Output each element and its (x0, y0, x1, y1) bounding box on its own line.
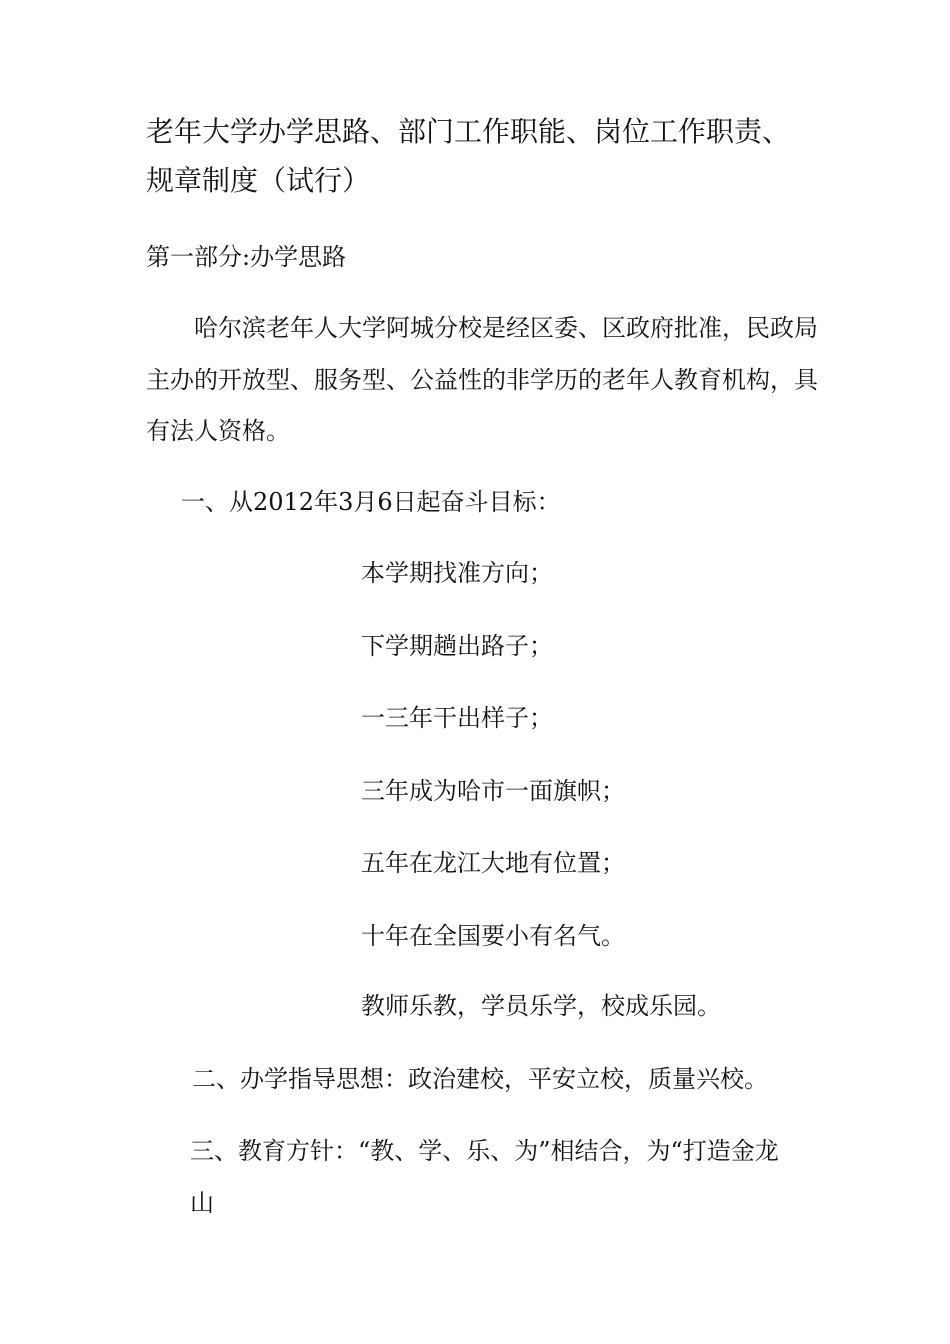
goal-item-6: 十年在全国要小有名气。 (361, 922, 625, 950)
section-3-line-1: 三、教育方针：“教、学、乐、为”相结合，为“打造金龙 (190, 1137, 779, 1165)
part-heading: 第一部分:办学思路 (146, 243, 347, 271)
intro-line-1: 哈尔滨老年人大学阿城分校是经区委、区政府批准，民政局 (194, 314, 818, 342)
goal-item-7: 教师乐教，学员乐学，校成乐园。 (361, 992, 721, 1020)
section-1-heading: 一、从2012年3月6日起奋斗目标： (181, 488, 561, 516)
goal-item-5: 五年在龙江大地有位置； (361, 849, 625, 877)
document-title-line-2: 规章制度（试行） (146, 164, 371, 197)
goal-item-1: 本学期找准方向； (361, 559, 553, 587)
section-3-line-2: 山 (190, 1189, 214, 1217)
goal-item-4: 三年成为哈市一面旗帜； (361, 777, 625, 805)
goal-item-2: 下学期趟出路子； (361, 632, 553, 660)
intro-line-3: 有法人资格。 (146, 417, 290, 445)
section-2-text: 二、办学指导思想：政治建校，平安立校，质量兴校。 (192, 1065, 768, 1093)
document-title-line-1: 老年大学办学思路、部门工作职能、岗位工作职责、 (146, 115, 791, 148)
goal-item-3: 一三年干出样子； (361, 704, 553, 732)
intro-line-2: 主办的开放型、服务型、公益性的非学历的老年人教育机构，具 (146, 366, 818, 394)
